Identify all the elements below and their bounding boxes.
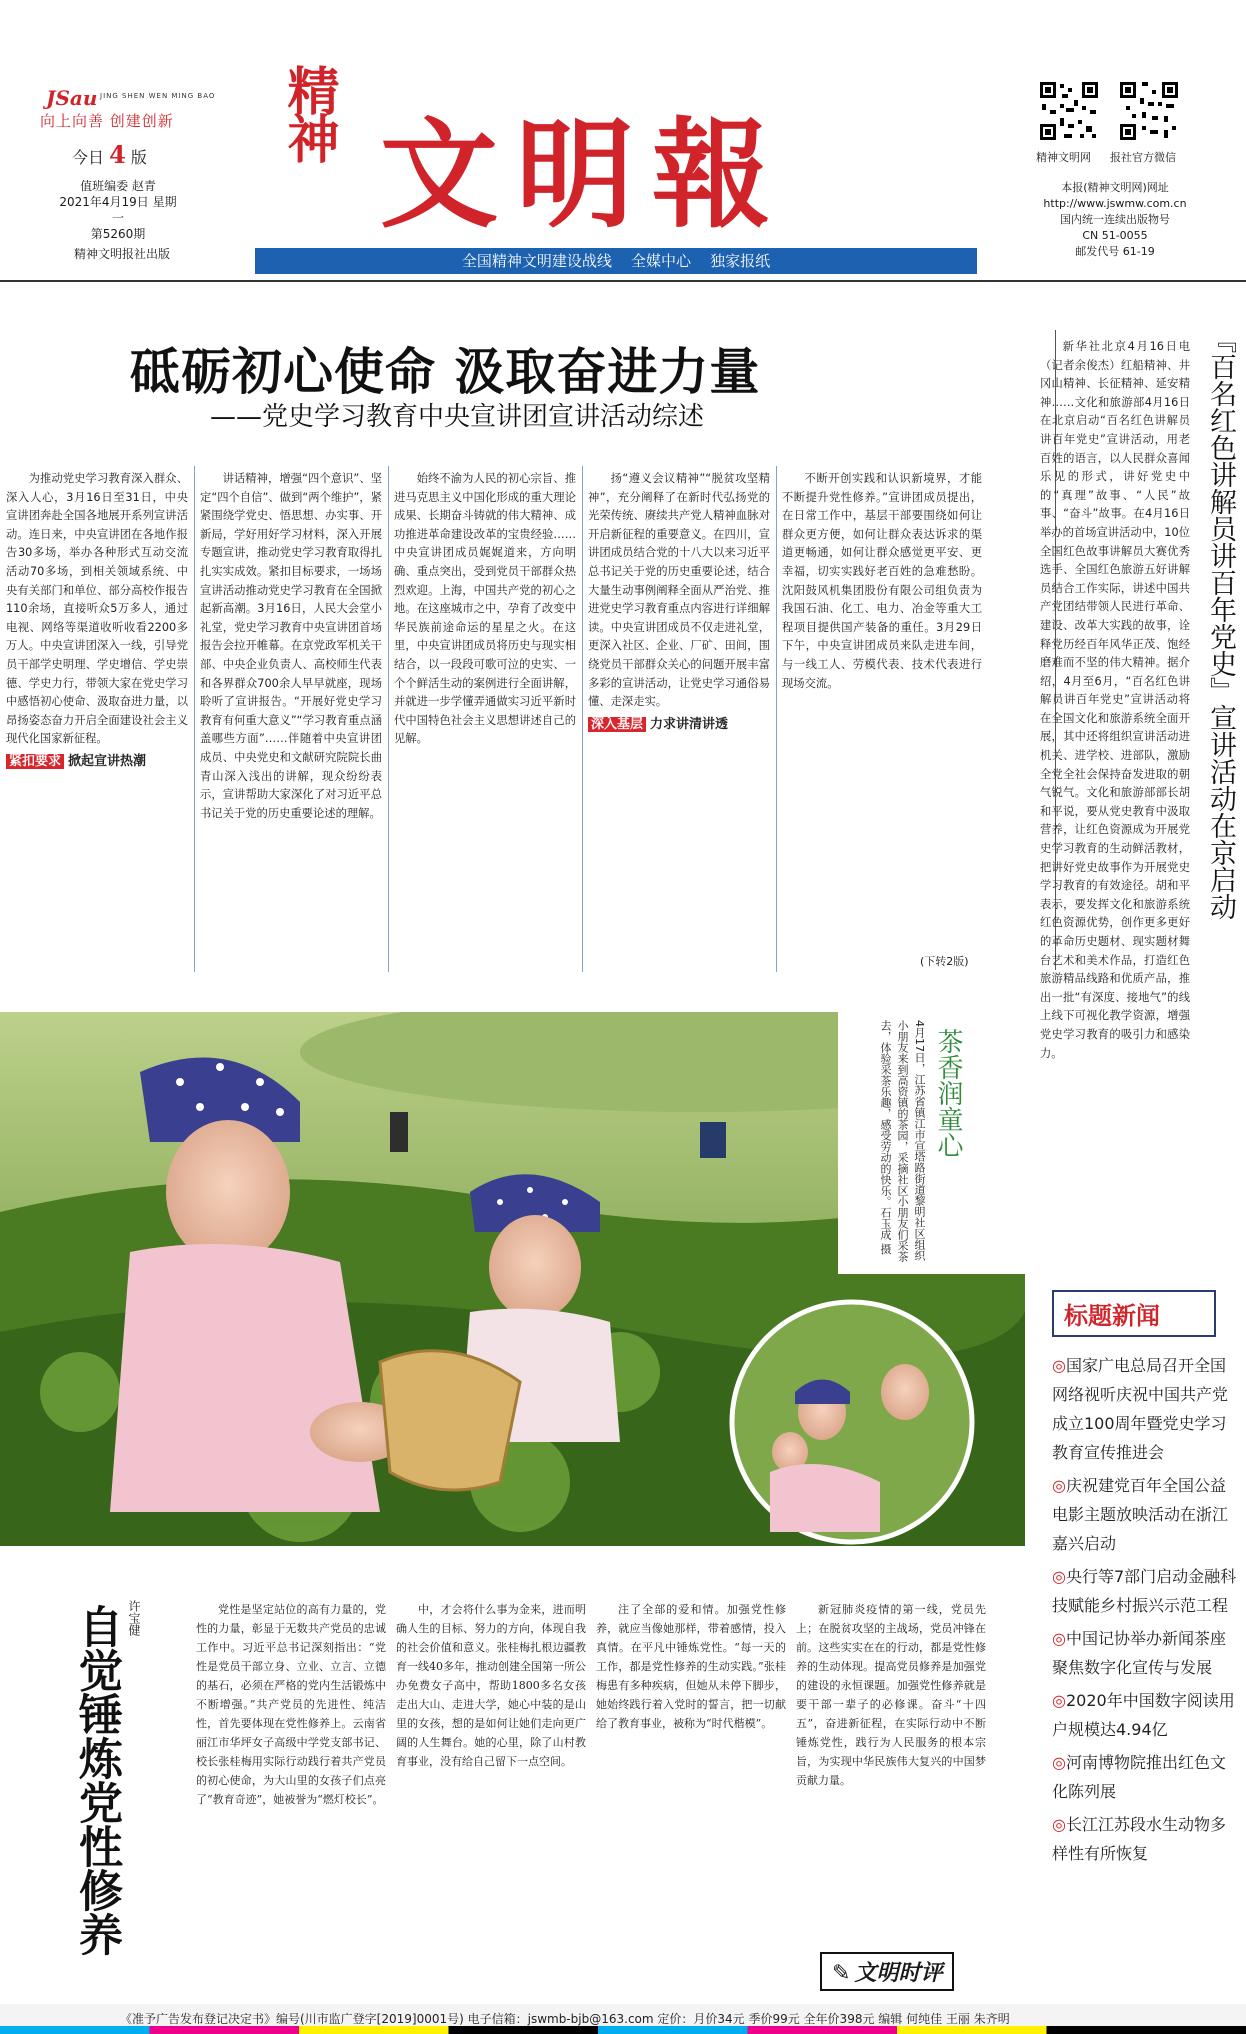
headline-news-item[interactable]: ◎长江江苏段水生动物多样性有所恢复 — [1052, 1815, 1226, 1863]
slogan: 向上向善 创建创新 — [40, 112, 174, 130]
commentary-badge: ✎ 文明时评 — [820, 1952, 954, 1991]
sidebar-story-body: 新华社北京4月16日电（记者余俊杰）红船精神、井冈山精神、长征精神、延安精神……文化和旅游部4月16日在北京启动“百名红色讲解员讲百年党史”宣讲活动，用老百姓的语言，以人民群众喜闻乐见的形式，讲好党史中的“真理”故事、“人民”故事、“奋斗”故事。在4月16日举办的首场宣讲活动中，10位全国红色故事讲解员大赛优秀选手、全国红色旅游五好讲解员结合工作实际，讲述中国共产党团结带领人民进行革命、建设、改革大实践的故事，诠释党历经百年风华正茂、饱经磨难而不坚的伟大精神。据介绍，4月至6月，“百名红色讲解员讲百年党史”宣讲活动将在全国文化和旅游系统全面开展，其中还将组织宣讲活动进机关、进学校、进部队，激励全党全社会保持奋发进取的朝气锐气。文化和旅游部部长胡和平说，要从党史教育中汲取营养，让红色资源成为开展党史学习教育的生动鲜活教材，把讲好党史故事作为开展党史学习教育的有效途径。胡和平表示，要发挥文化和旅游系统红色资源优势，创作更多更好的革命历史题材、现实题材舞台艺术和美术作品，打造红色旅游精品线路和优质产品，推出一批“有深度、接地气”的线上线下可视化教学资源，增强党史学习教育的吸引力和感染力。 — [1040, 340, 1190, 1060]
lead-column-2: 讲话精神，增强“四个意识”、坚定“四个自信”、做到“两个维护”，紧紧围绕学党史、悟思想、办实事、开新局，学好用好学习材料，深入开展专题宣讲，推动党史学习教育取得扎扎实实成效。紧扣目标要求，一场场宣讲活动推动党史学习教育在全国掀起新高潮。3月16日，人民大会堂小礼堂，党史学习教育中央宣讲团首场报告会拉开帷幕。在京党政军机关干部、中央企业负责人、高校师生代表和各界群众700余人早早就座，现场聆听了宣讲报告。“开展好党史学习教育有何重大意义”“学习教育重点涵盖哪些方面”……伴随着中央宣讲团成员、中央党史和文献研究院院长曲青山深入浅出的讲解，现众纷纷表示，宣讲帮助大家深化了对习近平总书记关于党的历史重要论述的理解。 — [200, 472, 382, 820]
print-colorbar — [0, 2026, 1246, 2034]
col-rule — [776, 466, 777, 972]
subhead-1: 紧扣要求 掀起宣讲热潮 — [6, 753, 188, 772]
masthead-banner: 全国精神文明建设战线 全媒中心 独家报纸 — [255, 248, 977, 274]
headline-news-item[interactable]: ◎河南博物院推出红色文化陈列展 — [1052, 1753, 1226, 1801]
continued-note: (下转2版) — [920, 955, 969, 968]
photo-caption: 4月17日，江苏省镇江市宣塔路街道黎明社区组织小朋友来到高资镇的茶园，采摘社区小朋友们采茶去，体验采茶乐趣，感受劳动的快乐。石玉成 摄 — [879, 1020, 926, 1262]
headline-news-list — [1052, 1351, 1240, 1868]
masthead-title: 文明報 — [380, 105, 789, 244]
circle-bullet-icon: ◎ — [1052, 1691, 1066, 1710]
brand-small-logo: JSau — [46, 86, 98, 110]
footer-text: 《准予广告发布登记决定书》编号(川市监广登字[2019]0001号) 电子信箱：jswmb-bjb@163.com 定价：月价34元 季价99元 全年价398元 编辑 何纯佳 王丽 朱齐明 — [120, 2012, 1010, 2026]
headline-news-item[interactable]: ◎国家广电总局召开全国网络视听庆祝中国共产党成立100周年暨党史学习教育宣传推进会 — [1052, 1356, 1229, 1462]
lead-column-3: 始终不渝为人民的初心宗旨、推进马克思主义中国化形成的重大理论成果、长期奋斗铸就的伟大精神、成功推进革命建设改革的宝贵经验……中央宣讲团成员娓娓道来，方向明确、重点突出，受到党员干部群众热烈欢迎。上海，中国共产党的初心之地。在这座城市之中，孕育了改变中华民族前途命运的星星之火。在这里，中央宣讲团成员将历史与现实相结合，以一段段可歌可泣的史实、一个个鲜活生动的案例进行全面讲解，并就进一步学懂弄通做实习近平新时代中国特色社会主义思想讲述自己的见解。 — [394, 472, 576, 746]
lead-column-5: 不断开创实践和认识新境界，才能不断提升党性修养。”宣讲团成员提出，在日常工作中，基层干部要围绕如何让群众更方便，如何让群众表达诉求的渠道更畅通，如何让群众感觉更平安、更幸福，切实实践好老百姓的急难愁盼。沈阳鼓风机集团股份有限公司组负责为我国石油、化工、电力、冶金等重大工程项目提供国产装备的重任。3月29日下午，中央宣讲团成员来队走进车间，与一线工人、劳模代表、技术代表进行现场交流。 — [782, 472, 982, 690]
circle-bullet-icon: ◎ — [1052, 1476, 1066, 1495]
col-rule — [388, 466, 389, 972]
circle-bullet-icon: ◎ — [1052, 1567, 1066, 1586]
circle-bullet-icon: ◎ — [1052, 1629, 1066, 1648]
commentary-column-4: 新冠肺炎疫情的第一线，党员先上；在脱贫攻坚的主战场，党员冲锋在前。这些实实在在的行动，都是党性修养的生动体现。提高党员修养是加强党的建设的永恒课题。加强党性修养就是要干部一辈子的必修课。奋斗“十四五”，奋进新征程，在实际行动中不断锤炼党性，践行为人民服务的根本宗旨，为实现中华民族伟大复兴的中国梦贡献力量。 — [796, 1603, 986, 1787]
lead-subheadline: ——党史学习教育中央宣讲团宣讲活动综述 — [210, 402, 705, 432]
masthead-divider — [0, 280, 1246, 282]
commentary-column-2: 中，才会将什么事为金来，进而明确人生的目标、努力的方向，体现自我的社会价值和意义。张桂梅扎根边疆教育一线40多年，推动创建全国第一所公办免费女子高中，帮助1800多名女孩走出大山、走进大学，她心中装的是山里的女孩，想的是如何让她们走向更广阔的人生舞台。她的心里，除了山村教育事业，没有给自己留下一点空间。 — [396, 1603, 586, 1768]
circle-bullet-icon: ◎ — [1052, 1815, 1066, 1834]
brand-pinyin: JING SHEN WEN MING BAO — [100, 92, 216, 100]
lead-column-1: 为推动党史学习教育深入群众、深入人心，3月16日至31日，中央宣讲团奔赴全国各地展开系列宣讲活动。连日来，中央宣讲团在各地作报告30多场，举办各种形式互动交流活动70多场，到相关领域系统、中央有关部门和单位、部分高校作报告110余场，直接听众5万多人，通过电视、网络等渠道收听收看2200多万人。中央宣讲团深入一线，引导党员干部学史明理、学史增信、学史崇德、学史力行，带领大家在党史学习中感悟初心使命、汲取奋进力量，以昂扬姿态奋力开启全面建设社会主义现代化国家新征程。 紧扣要求 掀起宣讲热潮 — [6, 470, 188, 970]
headline-news-item[interactable]: ◎央行等7部门启动金融科技赋能乡村振兴示范工程 — [1052, 1567, 1237, 1615]
sidebar-story-title: 『百名红色讲解员讲百年党史』宣讲活动在京启动 — [1205, 326, 1236, 920]
commentary-title: 自觉锤炼党性修养 — [71, 1604, 122, 1956]
photo-title: 茶香润童心 — [933, 1028, 963, 1158]
title-red-seal: 精神 — [278, 64, 339, 160]
qr2-label: 报社官方微信 — [1110, 151, 1176, 164]
lead-headline: 砥砺初心使命 汲取奋进力量 — [130, 343, 761, 401]
brush-icon: ✎ — [832, 1961, 851, 1986]
col-rule — [194, 466, 195, 972]
qr1-label: 精神文明网 — [1036, 151, 1091, 164]
headline-news-box — [1052, 1290, 1240, 1990]
qr-code-wechat — [1118, 80, 1180, 142]
publication-info: 本报(精神文明网)网址 http://www.jswmw.com.cn 国内统一连续出版物号 CN 51-0055 邮发代号 61-19 — [1043, 181, 1187, 258]
commentary-column-3: 注了全部的爱和情。加强党性修养，就应当像她那样，带着感情，投入真情。在平凡中锤炼党性。“每一天的工作，都是党性修养的生动实践。”张桂梅患有多种疾病，但她从未停下脚步，她始终践行着入党时的誓言，把一切献给了教育事业，被称为“时代楷模”。 — [596, 1603, 786, 1730]
publisher: 精神文明报社出版 — [74, 247, 171, 261]
issue-info: 值班编委 赵青 2021年4月19日 星期一 第5260期 — [59, 179, 177, 241]
headline-news-title: 标题新闻 — [1052, 1290, 1216, 1337]
subhead-2: 深入基层 力求讲清讲透 — [588, 716, 770, 735]
circle-bullet-icon: ◎ — [1052, 1753, 1066, 1772]
today-pages: 今日 4 版 — [72, 140, 147, 169]
headline-news-item[interactable]: ◎2020年中国数字阅读用户规模达4.94亿 — [1052, 1691, 1235, 1739]
headline-news-item[interactable]: ◎庆祝建党百年全国公益电影主题放映活动在浙江嘉兴启动 — [1052, 1476, 1229, 1553]
circle-bullet-icon: ◎ — [1052, 1356, 1066, 1375]
commentary-author: 许宝健 — [127, 1600, 141, 1636]
commentary-column-1: 党性是坚定站位的高有力量的，党性的力量，彰显于无数共产党员的忠诚工作中。习近平总书记深刻指出：“党性是党员干部立身、立业、立言、立德的基石，必须在严格的党内生活锻炼中不断增强。”共产党员的先进性、纯洁性，首先要体现在党性修养上。云南省丽江市华坪女子高级中学党支部书记、校长张桂梅用实际行动践行着共产党员的初心使命，为大山里的女孩子们点亮了“教育奇迹”，她被誉为“燃灯校长”。 — [196, 1603, 386, 1806]
qr-code-website — [1038, 80, 1100, 142]
col-rule — [582, 466, 583, 972]
headline-news-item[interactable]: ◎中国记协举办新闻茶座聚焦数字化宣传与发展 — [1052, 1629, 1226, 1677]
lead-column-4: 扬“遵义会议精神”“脱贫攻坚精神”，充分阐释了在新时代弘扬党的光荣传统、赓续共产党人精神血脉对开启新征程的重要意义。在四川，宣讲团成员结合党的十八大以来习近平总书记关于党的历史重要论述，结合大量生动事例阐释全面从严治党、推进党史学习教育重点内容进行详细解读。中央宣讲团成员不仅走进礼堂，更深入社区、企业、厂矿、田间，围绕党员干部群众关心的问题开展丰富多彩的宣讲活动，让党史学习通俗易懂、走深走实。 深入基层 力求讲清讲透 — [588, 470, 770, 970]
